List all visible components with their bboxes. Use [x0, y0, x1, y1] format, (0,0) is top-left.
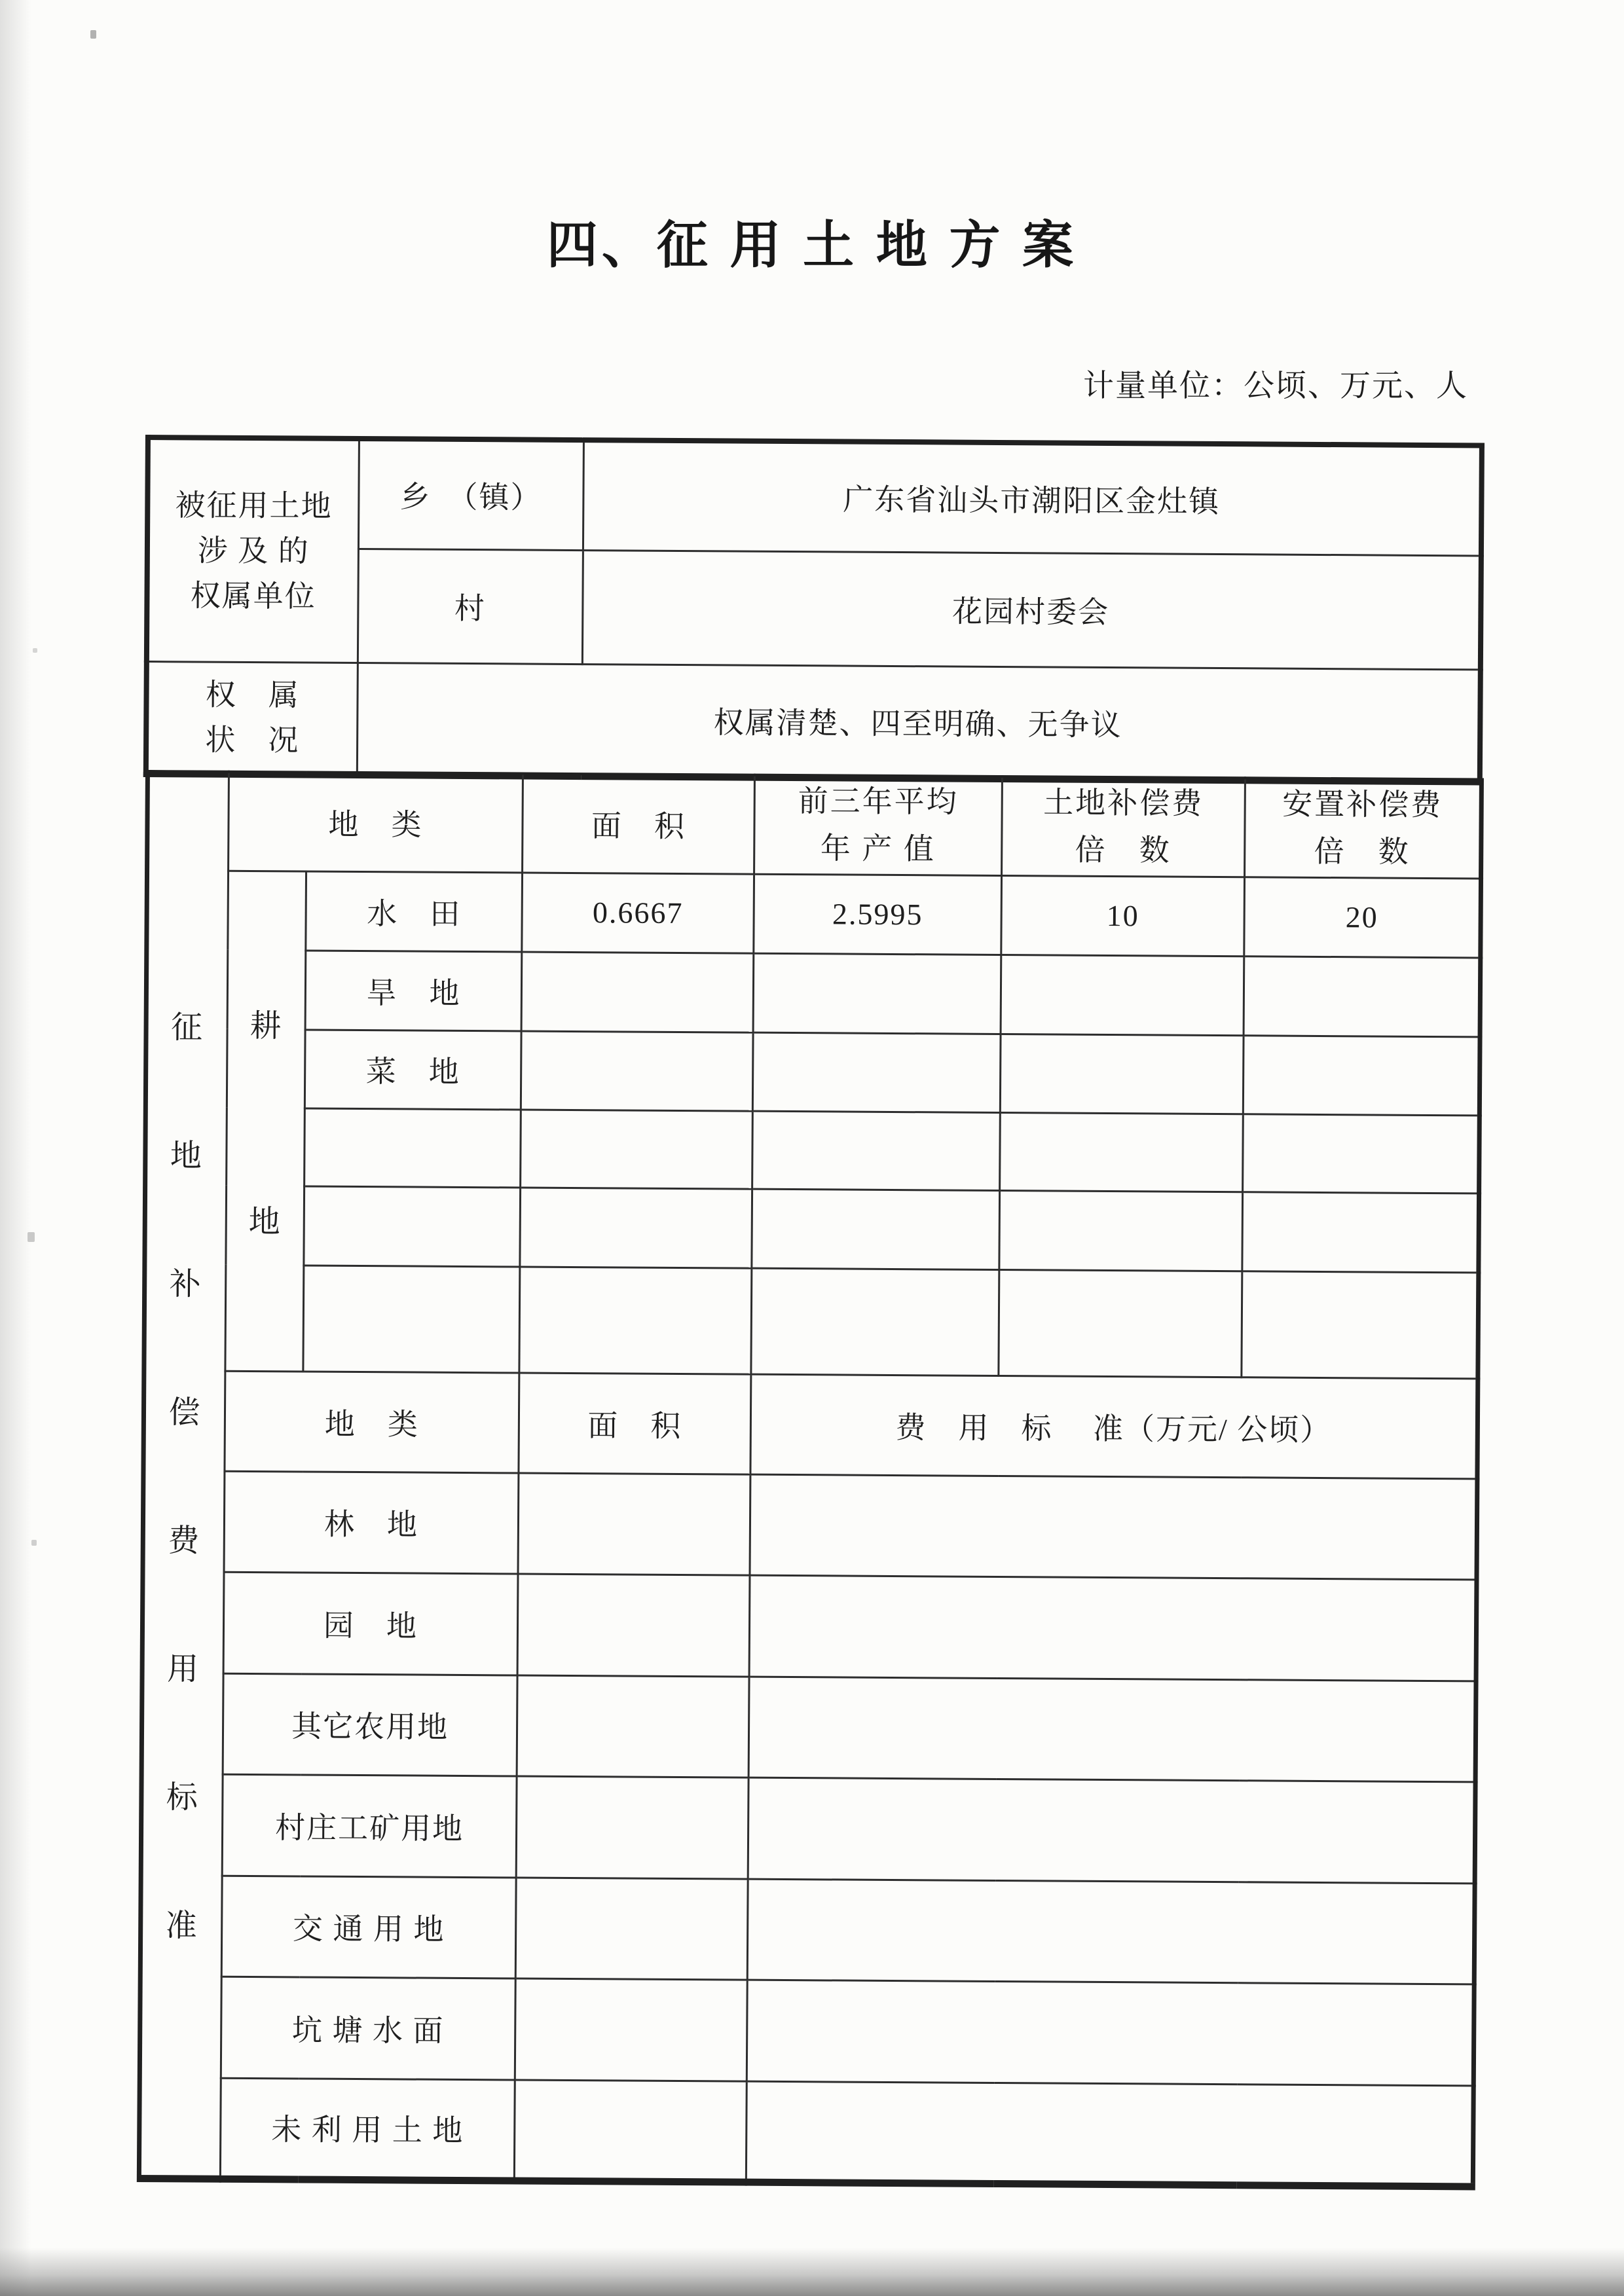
land-type-cell — [304, 1108, 521, 1187]
affected-unit-label-line: 权属单位 — [190, 579, 316, 613]
area-cell — [515, 1978, 747, 2081]
land-type-cell: 坑 塘 水 面 — [221, 1977, 515, 2080]
land-type-header-2: 地 类 — [225, 1371, 519, 1473]
area-cell: 0.6667 — [522, 873, 754, 953]
land-type-cell: 其它农用地 — [223, 1673, 517, 1776]
ownership-status-value: 权属清楚、四至明确、无争议 — [357, 663, 1481, 782]
land-type-cell: 旱 地 — [305, 951, 522, 1031]
land-type-cell: 村庄工矿用地 — [222, 1774, 517, 1878]
side-label-char: 征 — [170, 1010, 204, 1046]
table-row — [147, 437, 1482, 555]
land-comp-header-line: 土地补偿费 — [1043, 786, 1204, 821]
affected-unit-label-line: 被征用土地 — [175, 488, 333, 523]
cultivated-land-char: 耕 — [249, 1008, 283, 1044]
area-cell — [517, 1675, 749, 1777]
land-type-cell: 水 田 — [306, 871, 523, 952]
output-value-cell: 2.5995 — [754, 874, 1002, 955]
area-cell — [514, 2079, 747, 2181]
land-comp-multiple-header — [1002, 776, 1246, 877]
land-type-header: 地 类 — [229, 772, 523, 873]
area-cell — [515, 1877, 748, 1979]
resettle-comp-multiple-cell — [1242, 1192, 1479, 1272]
table-row — [146, 661, 1481, 782]
crop-row — [145, 1029, 1480, 1115]
fee-standard-cell — [748, 1777, 1475, 1884]
area-cell — [521, 952, 754, 1032]
fee-standard-header: 费 用 标 准（万元/ 公顷） — [750, 1374, 1478, 1479]
resettle-comp-multiple-cell — [1244, 956, 1481, 1036]
area-header: 面 积 — [523, 774, 755, 874]
land-comp-header-line: 倍 数 — [1075, 833, 1172, 867]
cultivated-land-chars — [226, 871, 305, 1370]
avg-output-header — [754, 775, 1003, 875]
land-type-cell: 交 通 用 地 — [221, 1876, 516, 1978]
ownership-table — [143, 435, 1485, 785]
ownership-status-label — [146, 661, 358, 776]
township-value: 广东省汕头市潮阳区金灶镇 — [583, 440, 1482, 555]
output-value-cell — [752, 1111, 1001, 1190]
land-comp-multiple-cell — [1001, 955, 1244, 1035]
side-label-chars — [141, 773, 228, 2175]
land-row — [141, 1774, 1475, 1883]
area-cell — [517, 1573, 750, 1676]
table-row — [147, 771, 1482, 878]
resettle-comp-header-line: 安置补偿费 — [1282, 788, 1443, 822]
land-type-cell — [303, 1265, 520, 1372]
resettle-comp-multiple-cell — [1242, 1271, 1479, 1378]
land-row — [140, 1875, 1475, 1984]
fee-standard-cell — [748, 1677, 1476, 1782]
table-row — [143, 1370, 1478, 1478]
affected-unit-label-line: 涉 及 的 — [197, 534, 310, 568]
resettle-comp-multiple-cell: 20 — [1244, 877, 1481, 957]
fee-standard-cell — [750, 1474, 1477, 1580]
land-type-cell — [304, 1186, 521, 1266]
land-type-cell: 菜 地 — [304, 1029, 521, 1109]
land-type-cell: 林 地 — [224, 1471, 519, 1574]
village-field-label: 村 — [358, 549, 583, 664]
side-label-char: 标 — [166, 1780, 200, 1815]
output-value-cell — [752, 1032, 1001, 1112]
village-value: 花园村委会 — [582, 550, 1481, 669]
side-label-char: 地 — [170, 1139, 204, 1174]
measurement-unit-note: 计量单位：公顷、万元、人 — [1083, 369, 1468, 403]
resettle-comp-multiple-cell — [1243, 1114, 1480, 1193]
scan-shadow-bottom — [0, 2248, 1624, 2296]
area-cell — [521, 1110, 753, 1189]
compensation-table — [137, 770, 1484, 2190]
land-row — [139, 2077, 1473, 2186]
fee-standard-cell — [747, 1879, 1475, 1984]
avg-output-header-line: 前三年平均 — [798, 784, 959, 820]
side-label-char: 准 — [165, 1908, 198, 1944]
ownership-status-label-line: 权 属 — [205, 678, 300, 712]
output-value-cell — [751, 1268, 999, 1376]
fee-standard-cell — [749, 1575, 1477, 1681]
land-comp-multiple-cell — [1000, 1112, 1244, 1192]
side-label-char: 用 — [166, 1652, 200, 1687]
page-title: 四、征 用 土 地 方 案 — [546, 216, 1078, 274]
output-value-cell — [752, 1189, 1000, 1269]
land-comp-multiple-cell — [999, 1190, 1243, 1271]
crop-row — [146, 949, 1481, 1036]
crop-row — [144, 1264, 1479, 1378]
land-comp-multiple-cell: 10 — [1001, 875, 1245, 956]
affected-unit-label — [147, 437, 359, 663]
land-row — [139, 1976, 1474, 2085]
area-cell — [521, 1031, 753, 1111]
area-cell — [516, 1776, 748, 1878]
scan-shadow-left — [0, 0, 31, 2296]
land-row — [141, 1673, 1476, 1781]
area-cell — [518, 1473, 750, 1575]
scan-speck — [31, 1540, 37, 1546]
area-cell — [519, 1267, 752, 1374]
scan-speck — [90, 30, 96, 39]
side-label-char: 补 — [169, 1267, 202, 1302]
side-label-land-compensation-fee-standard — [139, 771, 229, 2179]
output-value-cell — [753, 953, 1001, 1034]
land-comp-multiple-cell — [999, 1269, 1242, 1377]
crop-row — [147, 870, 1481, 957]
area-cell — [520, 1188, 752, 1268]
side-label-char: 偿 — [168, 1395, 202, 1430]
crop-row — [145, 1107, 1480, 1193]
resettle-comp-header-line: 倍 数 — [1314, 834, 1411, 869]
scan-speck — [33, 648, 37, 653]
township-field-label: 乡 （镇） — [358, 439, 583, 550]
fee-standard-cell — [747, 1980, 1474, 2086]
ownership-status-label-line: 状 况 — [205, 723, 300, 757]
avg-output-header-line: 年 产 值 — [820, 831, 936, 866]
cultivated-land-group-label — [225, 871, 306, 1372]
land-type-cell: 园 地 — [223, 1572, 518, 1675]
resettle-comp-multiple-header — [1245, 778, 1482, 878]
land-comp-multiple-cell — [1000, 1034, 1244, 1114]
crop-row — [145, 1185, 1479, 1272]
cultivated-land-char: 地 — [248, 1204, 282, 1240]
resettle-comp-multiple-cell — [1243, 1035, 1480, 1115]
land-row — [142, 1571, 1477, 1681]
area-header-2: 面 积 — [519, 1373, 751, 1474]
scan-speck — [28, 1232, 35, 1242]
land-row — [143, 1470, 1477, 1579]
fee-standard-cell — [746, 2081, 1473, 2187]
land-type-cell: 未 利 用 土 地 — [220, 2078, 515, 2181]
side-label-char: 费 — [168, 1523, 201, 1559]
